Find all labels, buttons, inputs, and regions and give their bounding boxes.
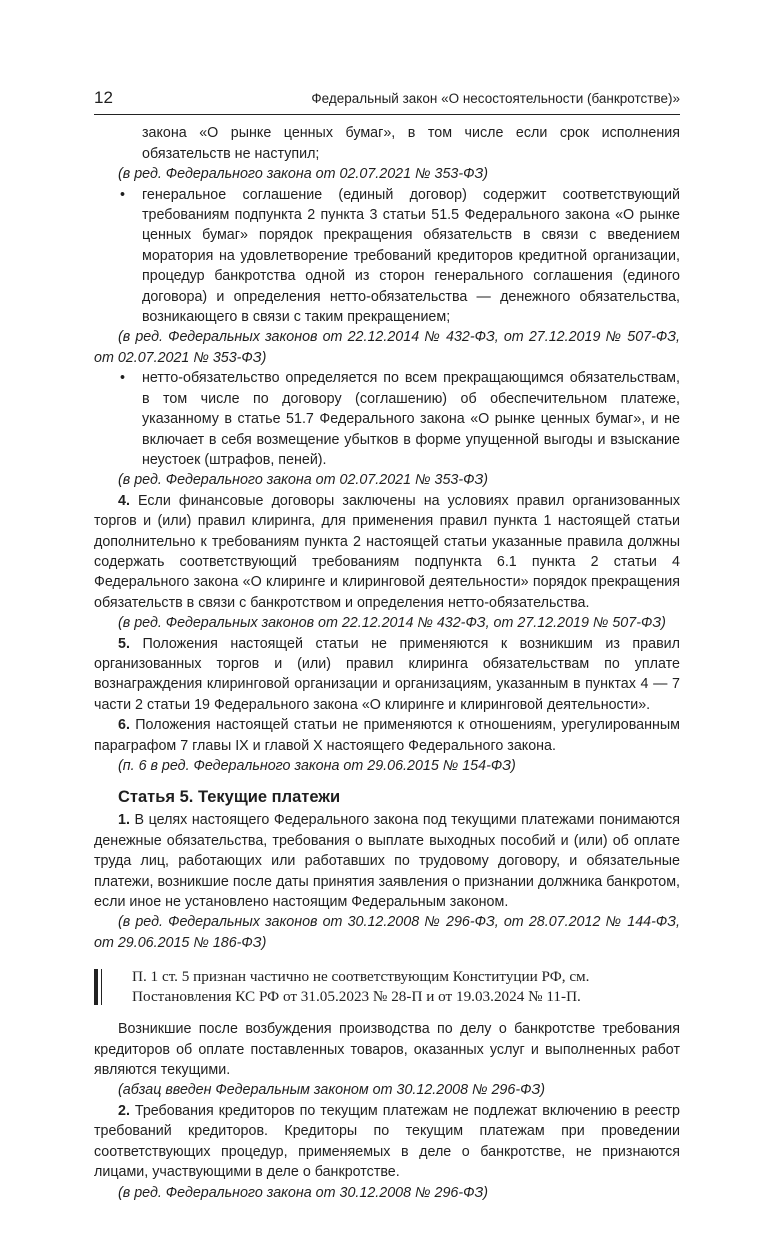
amendment-note: (абзац введен Федеральным законом от 30.12.2008 № 296-ФЗ) (118, 1082, 545, 1099)
bullet-text: генеральное соглашение (единый договор) содержит соответствующий требованиям подпункта 2 пункта 3 статьи 51.5 Федерального закона «О рынке ценных бумаг» порядок прекращения обязательств в связи с введением моратория на удовлетворение требований кредиторов кредитной организации, процедур банкротства одной из сторон генерального соглашения (единого договора) и определения нетто-обязательства — денежного обязательства, возникающего в связи с таким прекращением; (142, 186, 680, 326)
paragraph-number: 6. (118, 717, 130, 734)
paragraph-text: Положения настоящей статьи не применяются к возникшим из правил организованных торгов и (или) правил клиринга обязательствам по уплате вознаграждения клиринговой организации и организациям, указанным в пунктах 4 — 7 части 2 статьи 19 Федерального закона «О клиринге и клиринговой деятельности». (94, 635, 680, 713)
paragraph-number: 5. (118, 635, 130, 652)
amendment-note: (п. 6 в ред. Федерального закона от 29.06.2015 № 154-ФЗ) (118, 758, 516, 774)
amendment-note: (в ред. Федеральных законов от 22.12.2014 № 432-ФЗ, от 27.12.2019 № 507-ФЗ) (118, 615, 666, 632)
bullet-icon: • (120, 186, 126, 203)
running-title: Федеральный закон «О несостоятельности (банкротстве)» (311, 91, 680, 106)
paragraph-5 (94, 634, 680, 716)
article-paragraph-1 (94, 810, 680, 912)
bullet-item (94, 368, 680, 470)
paragraph-text: Положения настоящей статьи не применяются к отношениям, урегулированным параграфом 7 главы IX и главой X настоящего Федерального закона. (94, 717, 680, 754)
paragraph-number: 4. (118, 492, 130, 509)
paragraph-number: 2. (118, 1102, 130, 1119)
page-number: 12 (94, 88, 113, 107)
page-header (94, 88, 680, 115)
amendment-note: (в ред. Федерального закона от 02.07.2021 № 353-ФЗ) (118, 472, 489, 489)
amendment-note: (в ред. Федеральных законов от 30.12.2008 № 296-ФЗ, от 28.07.2012 № 144-ФЗ, от 29.06.2015 № 186-ФЗ) (94, 914, 680, 951)
amendment-note: (в ред. Федерального закона от 02.07.2021 № 353-ФЗ) (118, 166, 489, 183)
paragraph-number: 1. (118, 812, 130, 829)
paragraph-6 (94, 715, 680, 756)
article-title: Статья 5. Текущие платежи (118, 788, 341, 807)
amendment-note: (в ред. Федеральных законов от 22.12.2014 № 432-ФЗ, от 27.12.2019 № 507-ФЗ, от 02.07.2021 № 353-ФЗ) (94, 329, 680, 366)
document-page (94, 88, 680, 1203)
bullet-text: нетто-обязательство определяется по всем прекращающимся обязательствам, в том числе по договору (соглашению) об обеспечительном платеже, указанному в статье 51.7 Федерального закона «О рынке ценных бумаг», и не включает в себя возмещение убытков в форме упущенной выгоды и взыскание неустоек (штрафов, пеней). (142, 370, 680, 468)
note-bar (94, 969, 98, 1005)
paragraph-text: Если финансовые договоры заключены на условиях правил организованных торгов и (или) правил клиринга, для применения правил пункта 1 настоящей статьи дополнительно к требованиям пункта 2 настоящей статьи указанные правила должны содержать соответствующий требованиям подпункта 6.1 пункта 2 статьи 4 Федерального закона «О клиринге и клиринговой деятельности» порядок прекращения обязательств в связи с банкротством и определения нетто-обязательства. (94, 492, 680, 611)
bullet-item (94, 185, 680, 328)
paragraph-text: В целях настоящего Федерального закона под текущими платежами понимаются денежные обязательства, требования о выплате выходных пособий и (или) об оплате труда лиц, работающих или работавших по трудовому договору, и обязательные платежи, возникшие после даты принятия заявления о признании должника банкротом, если иное не установлено настоящим Федеральным законом. (94, 812, 680, 911)
article-paragraph-1-continuation: Возникшие после возбуждения производства по делу о банкротстве требования кредиторов об оплате поставленных товаров, оказанных услуг и выполненных работ являются текущими. (94, 1021, 680, 1079)
amendment-note: (в ред. Федерального закона от 30.12.2008 № 296-ФЗ) (118, 1184, 489, 1201)
note-bar (101, 969, 102, 1005)
paragraph-4 (94, 491, 680, 613)
paragraph-continuation: закона «О рынке ценных бумаг», в том числе если срок исполнения обязательств не наступил; (142, 125, 680, 162)
editorial-note-box (94, 967, 680, 1007)
paragraph-text: Требования кредиторов по текущим платежам не подлежат включению в реестр требований кредиторов. Кредиторы по текущим платежам при проведении соответствующих процедур, применяемых в деле о банкротстве, не признаются лицами, участвующими в деле о банкротстве. (94, 1102, 680, 1181)
bullet-icon: • (120, 370, 126, 387)
editorial-note-text: П. 1 ст. 5 признан частично не соответствующим Конституции РФ, см. Постановления КС РФ от 31.05.2023 № 28-П и от 19.03.2024 № 11-П. (132, 968, 590, 1006)
article-paragraph-2 (94, 1101, 680, 1183)
